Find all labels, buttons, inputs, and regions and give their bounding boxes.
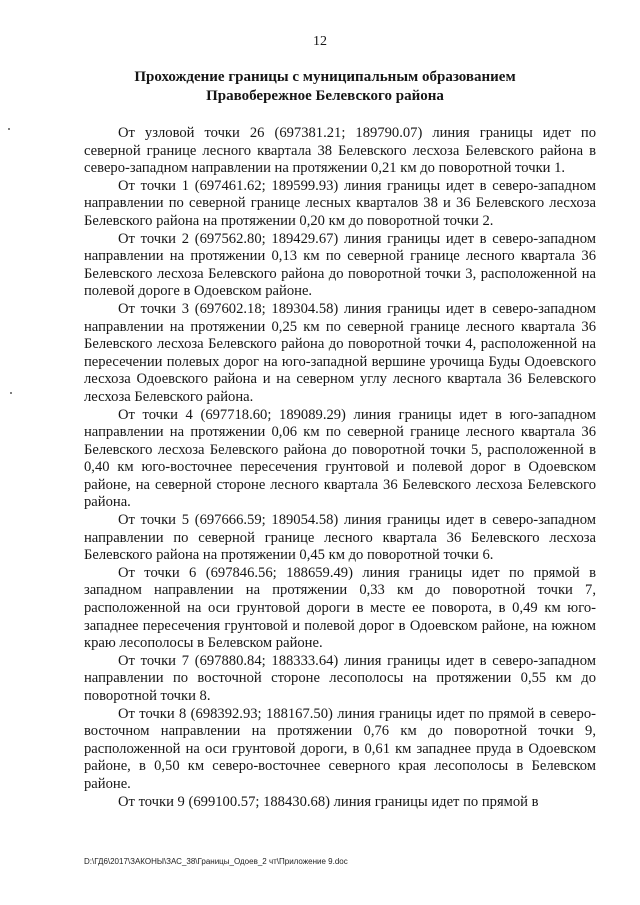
paragraph-1: От узловой точки 26 (697381.21; 189790.07) линия границы идет по северной границе лесного квартала 38 Белевского лесхоза Белевского района в северо-западном направлении на протяжении 0,21 км до поворотной точки 1.	[84, 125, 596, 177]
paragraph-6: От точки 5 (697666.59; 189054.58) линия границы идет в северо-западном направлении по северной границе лесного квартала 36 Белевского лесхоза Белевского района на протяжении 0,45 км до поворотной точки 6.	[84, 512, 596, 564]
paragraph-7: От точки 6 (697846.56; 188659.49) линия границы идет по прямой в западном направлении на протяжении 0,33 км до поворотной точки 7, расположенной на оси грунтовой дороги в месте ее поворота, в 0,49 км юго-западнее пересечения грунтовой и полевой дорог в Одоевском районе, на южном краю лесополосы в Белевском районе.	[84, 564, 596, 652]
section-title	[60, 68, 590, 106]
section-title-line-1: Прохождение границы с муниципальным образованием	[134, 69, 516, 85]
scan-speck	[10, 392, 12, 394]
paragraph-8: От точки 7 (697880.84; 188333.64) линия границы идет в северо-западном направлении по восточной стороне лесополосы на протяжении 0,55 км до поворотной точки 8.	[84, 652, 596, 704]
paragraph-10: От точки 9 (699100.57; 188430.68) линия границы идет по прямой в	[118, 793, 539, 810]
footer-file-path: D:\ГД6\2017\ЗАКОНЫ\ЗАС_38\Границы_Одоев_2 чт\Приложение 9.doc	[84, 857, 348, 866]
paragraph-3: От точки 2 (697562.80; 189429.67) линия границы идет в северо-западном направлении на протяжении 0,13 км по северной границе лесного квартала 36 Белевского лесхоза Белевского района до поворотной точки 3, расположенной на полевой дороге в Одоевском районе.	[84, 230, 596, 300]
section-title-line-2: Правобережное Белевского района	[206, 88, 444, 104]
scan-speck	[8, 128, 10, 130]
paragraph-4: От точки 3 (697602.18; 189304.58) линия границы идет в северо-западном направлении на протяжении 0,25 км по северной границе лесного квартала 36 Белевского лесхоза Белевского района до поворотной точки 4, расположенной на пересечении полевых дорог на юго-западной вершине урочища Буды Одоевского лесхоза Одоевского района и на северном углу лесного квартала 36 Белевского лесхоза Белевского района.	[84, 300, 596, 405]
paragraph-5: От точки 4 (697718.60; 189089.29) линия границы идет в юго-западном направлении на протяжении 0,06 км по северной границе лесного квартала 36 Белевского лесхоза Белевского района до поворотной точки 5, расположенной в 0,40 км юго-восточнее пересечения грунтовой и полевой дорог в Одоевском районе, на северной стороне лесного квартала 36 Белевского лесхоза Белевского района.	[84, 406, 596, 511]
document-body	[84, 125, 596, 811]
page-number: 12	[313, 34, 327, 49]
paragraph-9: От точки 8 (698392.93; 188167.50) линия границы идет по прямой в северо-восточном направлении на протяжении 0,76 км до поворотной точки 9, расположенной на оси грунтовой дороги, в 0,61 км западнее пруда в Одоевском районе, в 0,50 км северо-восточнее северного края лесополосы в Белевском районе.	[84, 705, 596, 792]
paragraph-2: От точки 1 (697461.62; 189599.93) линия границы идет в северо-западном направлении по северной границе лесных кварталов 38 и 36 Белевского лесхоза Белевского района на протяжении 0,20 км до поворотной точки 2.	[84, 177, 596, 229]
